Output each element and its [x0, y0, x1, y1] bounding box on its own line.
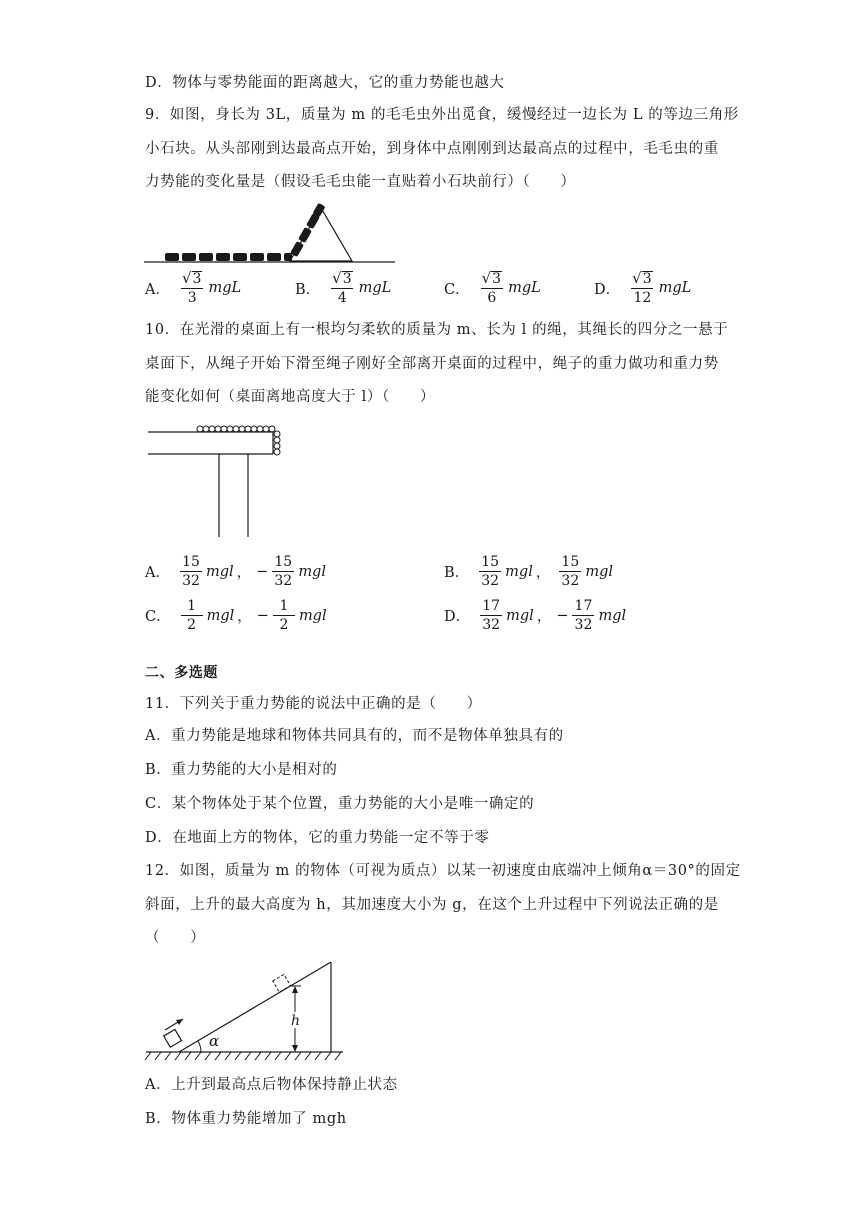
radicand: 3: [642, 271, 652, 287]
unit: mgl: [298, 563, 326, 580]
fraction: [559, 554, 581, 589]
q8-option-d: D．物体与零势能面的距离越大，它的重力势能也越大: [145, 75, 505, 91]
q12-option-a: A．上升到最高点后物体保持静止状态: [145, 1077, 398, 1093]
sqrt-sign: √: [481, 269, 492, 287]
option-label: C．: [444, 281, 470, 298]
q11-option-b: B．重力势能的大小是相对的: [145, 762, 338, 778]
sqrt-sign: √: [632, 269, 642, 287]
unit: mgl: [585, 563, 613, 580]
fraction: [479, 554, 501, 589]
q11-option-c: C．某个物体处于某个位置，重力势能的大小是唯一确定的: [145, 796, 535, 812]
q9-option: [145, 270, 241, 306]
fraction: [181, 598, 203, 633]
q10-stem-line-3: 能变化如何（桌面离地高度大于 l）（ ）: [145, 389, 436, 405]
rope-table-figure: [145, 420, 295, 540]
fraction: [180, 270, 204, 306]
sqrt: [332, 270, 352, 287]
denominator: 4: [331, 288, 353, 306]
q11-option-d: D．在地面上方的物体，它的重力势能一定不等于零: [145, 830, 490, 846]
angle-label: α: [209, 1032, 220, 1050]
fraction: [630, 270, 654, 306]
fraction: [272, 554, 294, 589]
unit: mgl: [205, 563, 234, 580]
numerator: 15: [182, 554, 200, 570]
option-label: A．: [145, 565, 170, 581]
q10-stem-line-1: 10．在光滑的桌面上有一根均匀柔软的质量为 m、长为 l 的绳，其绳长的四分之一悬于: [145, 322, 729, 338]
numerator: [630, 270, 654, 288]
option-label: D．: [594, 281, 621, 298]
denominator: 3: [181, 288, 203, 306]
denominator: 32: [480, 615, 502, 633]
q9-option: [295, 270, 391, 306]
numerator: [330, 270, 354, 288]
sqrt: [632, 270, 652, 287]
numerator: 15: [274, 554, 293, 570]
q11-option-a: A．重力势能是地球和物体共同具有的，而不是物体单独具有的: [145, 728, 564, 744]
q10-option: [145, 598, 327, 633]
sqrt-sign: √: [332, 269, 342, 287]
fraction: [480, 270, 504, 306]
q9-stem-line-2: 小石块。从头部刚到达最高点开始，到身体中点刚刚到达最高点的过程中，毛毛虫的重: [145, 141, 719, 157]
sqrt: [482, 270, 502, 287]
q11-stem: 11．下列关于重力势能的说法中正确的是（ ）: [145, 696, 482, 712]
sqrt: [182, 270, 202, 287]
option-label: A．: [145, 281, 170, 298]
separator: ，: [237, 609, 252, 625]
option-label: B．: [295, 281, 321, 298]
numerator: [180, 270, 204, 288]
numerator: 15: [561, 554, 580, 570]
minus-sign: −: [256, 563, 269, 580]
denominator: 32: [559, 571, 581, 589]
fraction: [180, 554, 202, 589]
q12-stem-line-3: （ ）: [145, 930, 206, 946]
section-heading: 二、多选题: [145, 665, 218, 681]
q12-stem-line-1: 12．如图，质量为 m 的物体（可视为质点）以某一初速度由底端冲上倾角α＝30°的固定: [145, 863, 741, 879]
unit: mgL: [208, 280, 242, 296]
q9-stem-line-3: 力势能的变化量是（假设毛毛虫能一直贴着小石块前行）（ ）: [145, 174, 576, 190]
denominator: 32: [180, 571, 202, 589]
numerator: 1: [187, 598, 197, 614]
q12-option-b: B．物体重力势能增加了 mgh: [145, 1111, 347, 1127]
radicand: 3: [492, 271, 502, 287]
separator: ，: [236, 565, 252, 581]
option-label: D．: [444, 609, 471, 625]
denominator: 2: [273, 615, 295, 633]
fraction: [273, 598, 295, 633]
q9-option: [444, 270, 541, 306]
numerator: 15: [481, 554, 500, 570]
option-label: B．: [444, 565, 470, 581]
q10-option: [145, 554, 326, 589]
denominator: 32: [572, 615, 594, 633]
unit: mgL: [508, 280, 541, 296]
unit: mgL: [358, 280, 392, 296]
radicand: 3: [192, 271, 202, 287]
fraction: [572, 598, 594, 633]
denominator: 2: [181, 615, 203, 633]
unit: mgL: [658, 280, 692, 296]
incline-figure: [143, 958, 353, 1068]
q9-stem-line-1: 9．如图，身长为 3L，质量为 m 的毛毛虫外出觅食，缓慢经过一边长为 L 的等边三角形: [145, 107, 739, 123]
option-label: C．: [145, 609, 171, 625]
sqrt-sign: √: [181, 269, 192, 287]
separator: ，: [536, 609, 552, 625]
fraction: [480, 598, 502, 633]
q10-option: [444, 598, 626, 633]
separator: ，: [535, 565, 551, 581]
q9-option: [594, 270, 691, 306]
unit: mgl: [298, 607, 327, 624]
numerator: 17: [482, 598, 501, 614]
unit: mgl: [598, 607, 627, 624]
numerator: 17: [574, 598, 593, 614]
denominator: 12: [631, 288, 653, 306]
numerator: 1: [279, 598, 289, 614]
denominator: 6: [481, 288, 503, 306]
denominator: 32: [272, 571, 294, 589]
unit: mgl: [505, 563, 533, 580]
q10-stem-line-2: 桌面下，从绳子开始下滑至绳子刚好全部离开桌面的过程中，绳子的重力做功和重力势: [145, 356, 719, 372]
height-label: h: [291, 1013, 301, 1029]
caterpillar-figure: [140, 198, 400, 268]
unit: mgl: [506, 607, 534, 624]
q12-stem-line-2: 斜面，上升的最大高度为 h，其加速度大小为 g，在这个上升过程中下列说法正确的是: [145, 897, 719, 913]
numerator: [480, 270, 504, 288]
unit: mgl: [206, 607, 235, 624]
fraction: [330, 270, 354, 306]
q10-option: [444, 554, 613, 589]
radicand: 3: [342, 271, 352, 287]
minus-sign: −: [256, 607, 269, 624]
denominator: 32: [479, 571, 501, 589]
minus-sign: −: [556, 607, 569, 624]
